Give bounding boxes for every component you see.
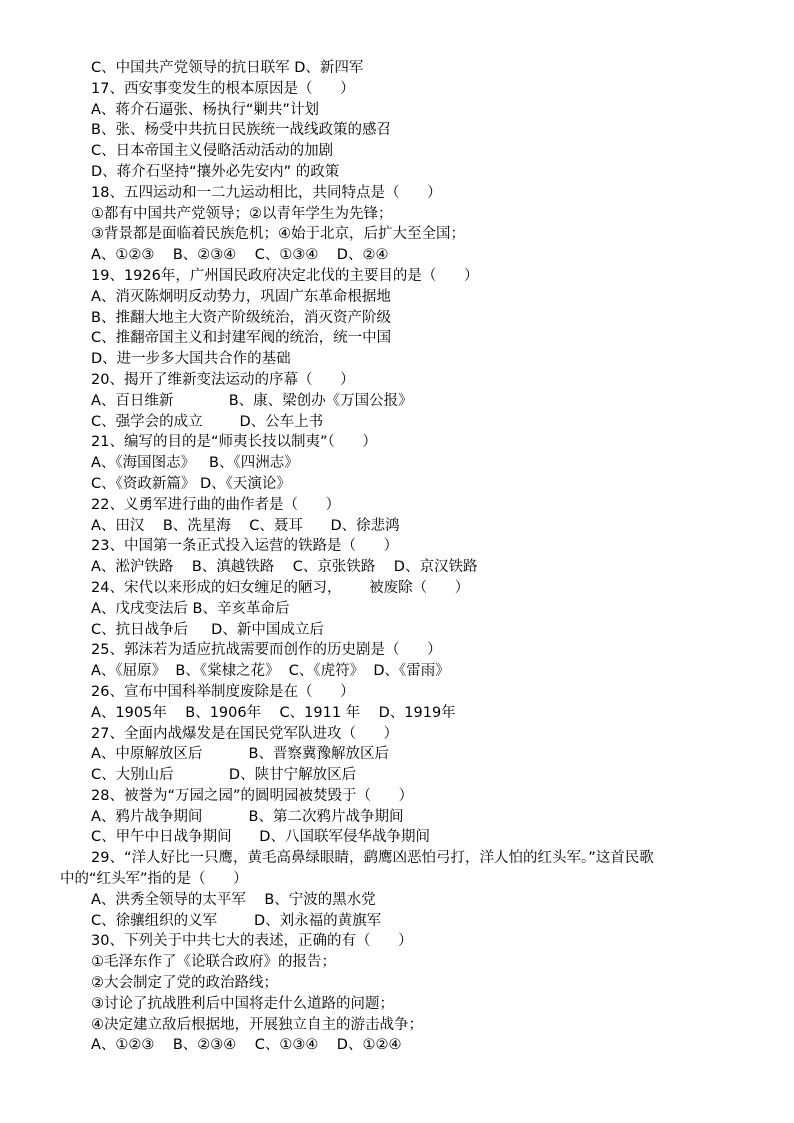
option-line: D、蒋介石坚持“攘外必先安内” 的政策 <box>91 163 340 180</box>
option-line: B、推翻大地主大资产阶级统治，消灭资产阶级 <box>91 309 391 326</box>
statement-line: ③讨论了抗战胜利后中国将走什么道路的问题； <box>91 995 394 1012</box>
option-line: D、进一步多大国共合作的基础 <box>91 351 291 368</box>
question-24: 24、宋代以来形成的妇女缠足的陋习， 被废除（ ） <box>91 579 470 596</box>
option-line: C、强学会的成立 D、公车上书 <box>91 413 324 430</box>
question-30: 30、下列关于中共七大的表述，正确的有（ ） <box>91 933 413 950</box>
option-line: A、洪秀全领导的太平军 B、宁波的黑水党 <box>91 891 376 908</box>
option-line: C、《资政新篇》 D、《天演论》 <box>91 475 291 492</box>
statement-line: ①毛泽东作了《论联合政府》的报告； <box>91 954 336 971</box>
question-17: 17、西安事变发生的根本原因是（ ） <box>91 80 355 97</box>
statement-line: ②大会制定了党的政治路线； <box>91 975 278 992</box>
option-line: C、推翻帝国主义和封建军阀的统治，统一中国 <box>91 330 392 347</box>
option-line: C、抗日战争后 D、新中国成立后 <box>91 621 324 638</box>
text-line: C、中国共产党领导的抗日联军 D、新四军 <box>91 60 364 76</box>
option-line: A、1905年 B、1906年 C、1911 年 D、1919年 <box>91 704 456 721</box>
option-line: A、①②③ B、②③④ C、①③④ D、①②④ <box>91 1037 402 1054</box>
option-line: A、戊戌变法后 B、辛亥革命后 <box>91 600 290 617</box>
option-line: C、徐骧组织的义军 D、刘永福的黄旗军 <box>91 912 382 929</box>
option-line: A、《屈原》 B、《棠棣之花》 C、《虎符》 D、《雷雨》 <box>91 663 450 680</box>
question-21: 21、编写的目的是“师夷长技以制夷”（ ） <box>91 434 377 451</box>
option-line: A、田汉 B、冼星海 C、聂耳 D、徐悲鸿 <box>91 517 400 534</box>
question-29-continued: 中的“红头军”指的是（ ） <box>60 871 248 888</box>
exam-page <box>0 58 794 1056</box>
option-line: A、中原解放区后 B、晋察冀豫解放区后 <box>91 746 389 763</box>
question-18: 18、五四运动和一二九运动相比，共同特点是（ ） <box>91 184 442 201</box>
option-line: A、消灭陈炯明反动势力，巩固广东革命根据地 <box>91 288 391 305</box>
statement-line: ①都有中国共产党领导；②以青年学生为先锋； <box>91 205 393 222</box>
option-line: A、鸦片战争期间 B、第二次鸦片战争期间 <box>91 808 404 825</box>
question-25: 25、郭沫若为适应抗战需要而创作的历史剧是（ ） <box>91 642 442 659</box>
question-22: 22、义勇军进行曲的曲作者是（ ） <box>91 496 341 513</box>
option-line: B、张、杨受中共抗日民族统一战线政策的感召 <box>91 122 391 139</box>
option-line: A、淞沪铁路 B、滇越铁路 C、京张铁路 D、京汉铁路 <box>91 559 478 576</box>
statement-line: ③背景都是面临着民族危机；④始于北京，后扩大至全国； <box>91 226 465 243</box>
question-28: 28、被誉为“万园之园”的圆明园被焚毁于（ ） <box>91 787 414 804</box>
question-29: 29、“洋人好比一只鹰，黄毛高鼻绿眼睛，鹞鹰凶恶怕弓打，洋人怕的红头军。”这首民歌 <box>91 850 654 867</box>
option-line: C、大别山后 D、陕甘宁解放区后 <box>91 767 357 784</box>
option-line: A、①②③ B、②③④ C、①③④ D、②④ <box>91 247 389 264</box>
question-26: 26、宣布中国科举制度废除是在（ ） <box>91 683 355 700</box>
question-20: 20、揭开了维新变法运动的序幕（ ） <box>91 371 355 388</box>
option-line: C、日本帝国主义侵略活动活动的加剧 <box>91 143 334 160</box>
option-line: C、甲午中日战争期间 D、八国联军侵华战争期间 <box>91 829 430 846</box>
question-19: 19、1926年，广州国民政府决定北伐的主要目的是（ ） <box>91 267 479 284</box>
statement-line: ④决定建立敌后根据地，开展独立自主的游击战争； <box>91 1016 423 1033</box>
option-line: A、蒋介石逼张、杨执行“剿共”计划 <box>91 101 319 118</box>
option-line: A、《海国图志》 B、《四洲志》 <box>91 455 299 472</box>
option-line: A、百日维新 B、康、梁创办《万国公报》 <box>91 392 413 409</box>
question-27: 27、全面内战爆发是在国民党军队进攻（ ） <box>91 725 399 742</box>
question-23: 23、中国第一条正式投入运营的铁路是（ ） <box>91 538 399 555</box>
